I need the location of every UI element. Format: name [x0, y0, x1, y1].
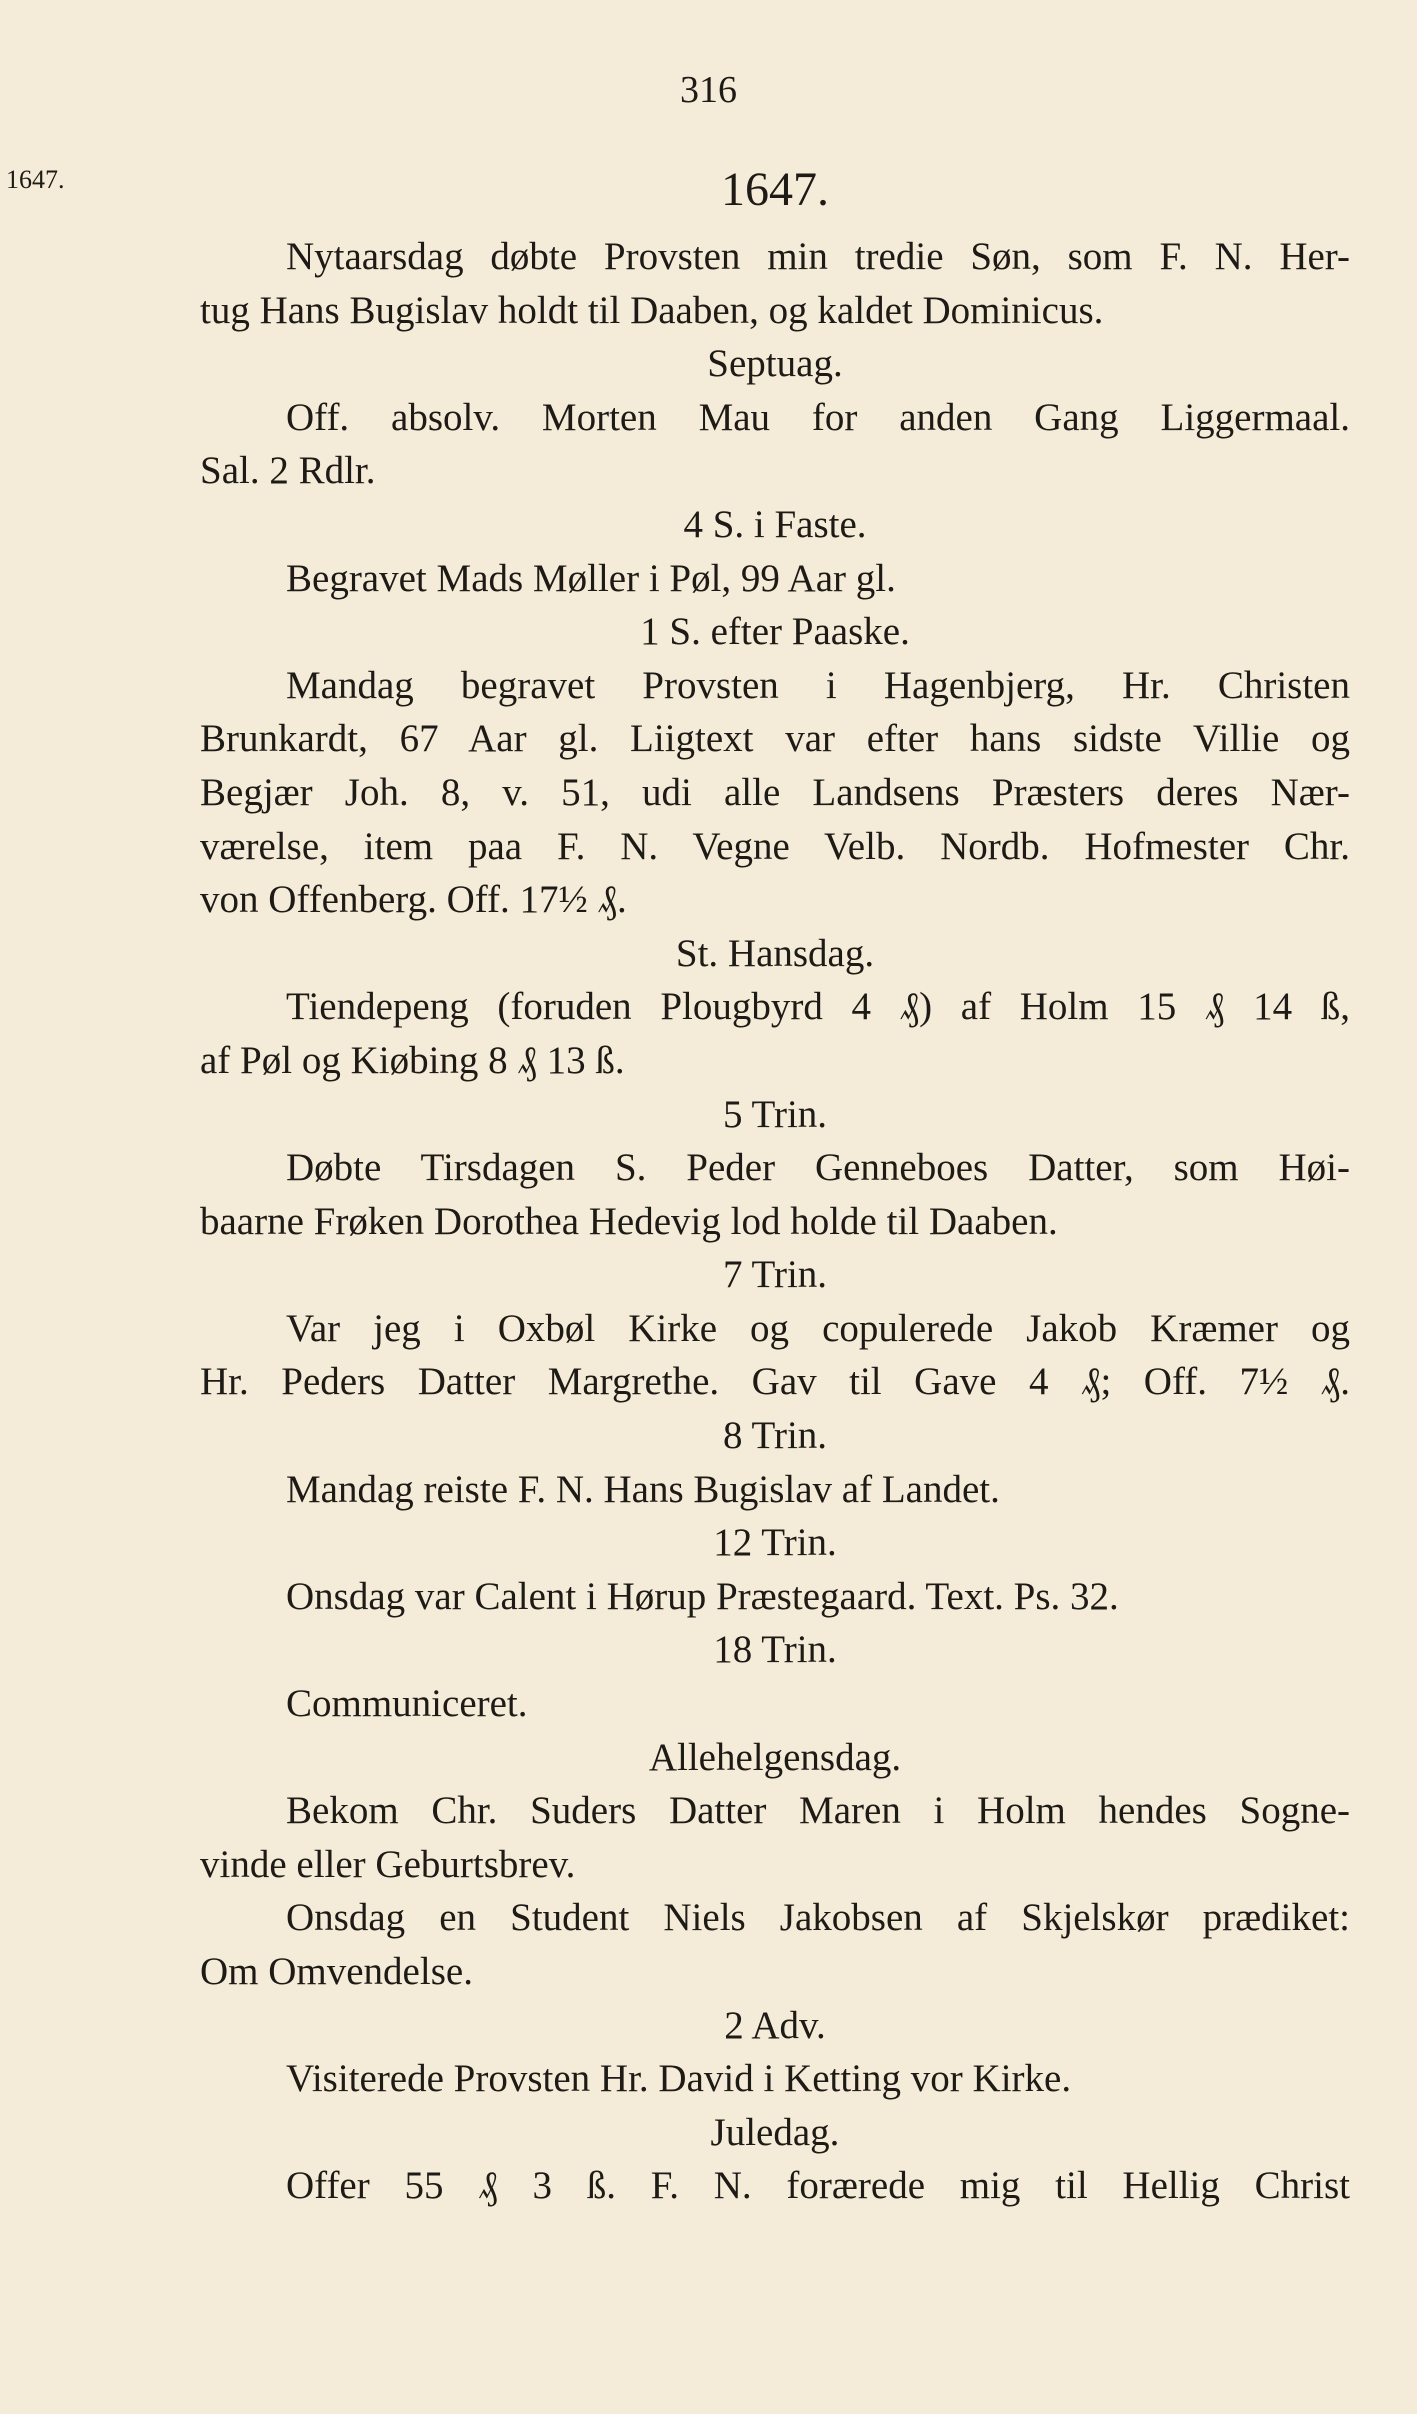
text-line: Off. absolv. Morten Mau for anden Gang Liggermaal. [286, 395, 1350, 439]
text-line: Mandag reiste F. N. Hans Bugislav af Landet. [286, 1467, 1000, 1511]
section-heading: 18 Trin. [713, 1628, 837, 1672]
section-heading: 5 Trin. [722, 1092, 828, 1136]
section-heading: St. Hansdag. [675, 931, 875, 975]
section-heading: 7 Trin. [722, 1253, 828, 1297]
text-line: Onsdag var Calent i Hørup Præstegaard. Text. Ps. 32. [286, 1574, 1119, 1618]
text-line: tug Hans Bugislav holdt til Daaben, og kaldet Dominicus. [200, 288, 1104, 332]
text-column [200, 150, 1350, 2213]
text-line: vinde eller Geburtsbrev. [200, 1842, 576, 1886]
text-line: Communiceret. [286, 1682, 528, 1726]
text-line: Offer 55 ₰ 3 ß. F. N. forærede mig til Hellig Christ [286, 2164, 1350, 2208]
section-heading: 12 Trin. [713, 1521, 837, 1565]
text-line: Mandag begravet Provsten i Hagenbjerg, Hr. Christen [286, 663, 1350, 707]
text-line: Begravet Mads Møller i Pøl, 99 Aar gl. [286, 556, 896, 600]
section-heading: 4 S. i Faste. [683, 502, 867, 546]
text-line: Visiterede Provsten Hr. David i Ketting vor Kirke. [286, 2057, 1072, 2101]
section-heading: 1 S. efter Paaske. [640, 610, 910, 654]
text-line: Brunkardt, 67 Aar gl. Liigtext var efter hans sidste Villie og [200, 717, 1350, 761]
page-number: 316 [680, 69, 737, 111]
section-heading: Juledag. [710, 2110, 840, 2154]
text-line: Hr. Peders Datter Margrethe. Gav til Gave 4 ₰; Off. 7½ ₰. [200, 1360, 1350, 1404]
text-line: von Offenberg. Off. 17½ ₰. [200, 878, 627, 922]
margin-year: 1647. [6, 165, 65, 194]
text-line: Nytaarsdag døbte Provsten min tredie Søn, som F. N. Her- [286, 235, 1350, 278]
text-line: Onsdag en Student Niels Jakobsen af Skjelskør prædiket: [286, 1896, 1350, 1940]
text-line: værelse, item paa F. N. Vegne Velb. Nordb. Hofmester Chr. [200, 824, 1350, 868]
text-line: Sal. 2 Rdlr. [200, 449, 376, 493]
text-line: Bekom Chr. Suders Datter Maren i Holm hendes Sogne- [286, 1789, 1350, 1833]
text-line: Var jeg i Oxbøl Kirke og copulerede Jakob Kræmer og [286, 1306, 1350, 1350]
section-heading: Septuag. [707, 342, 843, 386]
text-line: baarne Frøken Dorothea Hedevig lod holde til Daaben. [200, 1199, 1058, 1243]
section-heading: 2 Adv. [724, 2003, 826, 2047]
text-line: Begjær Joh. 8, v. 51, udi alle Landsens Præsters deres Nær- [200, 770, 1350, 814]
text-line: Tiendepeng (foruden Plougbyrd 4 ₰) af Holm 15 ₰ 14 ß, [286, 985, 1350, 1029]
year-heading: 1647. [721, 163, 829, 216]
text-line: af Pøl og Kiøbing 8 ₰ 13 ß. [200, 1038, 625, 1082]
chronicle-lines [200, 230, 1350, 2213]
text-line: Døbte Tirsdagen S. Peder Genneboes Datter, som Høi- [286, 1146, 1350, 1190]
section-heading: Allehelgensdag. [648, 1735, 902, 1779]
section-heading: 8 Trin. [722, 1414, 828, 1458]
text-line: Om Omvendelse. [200, 1950, 473, 1993]
